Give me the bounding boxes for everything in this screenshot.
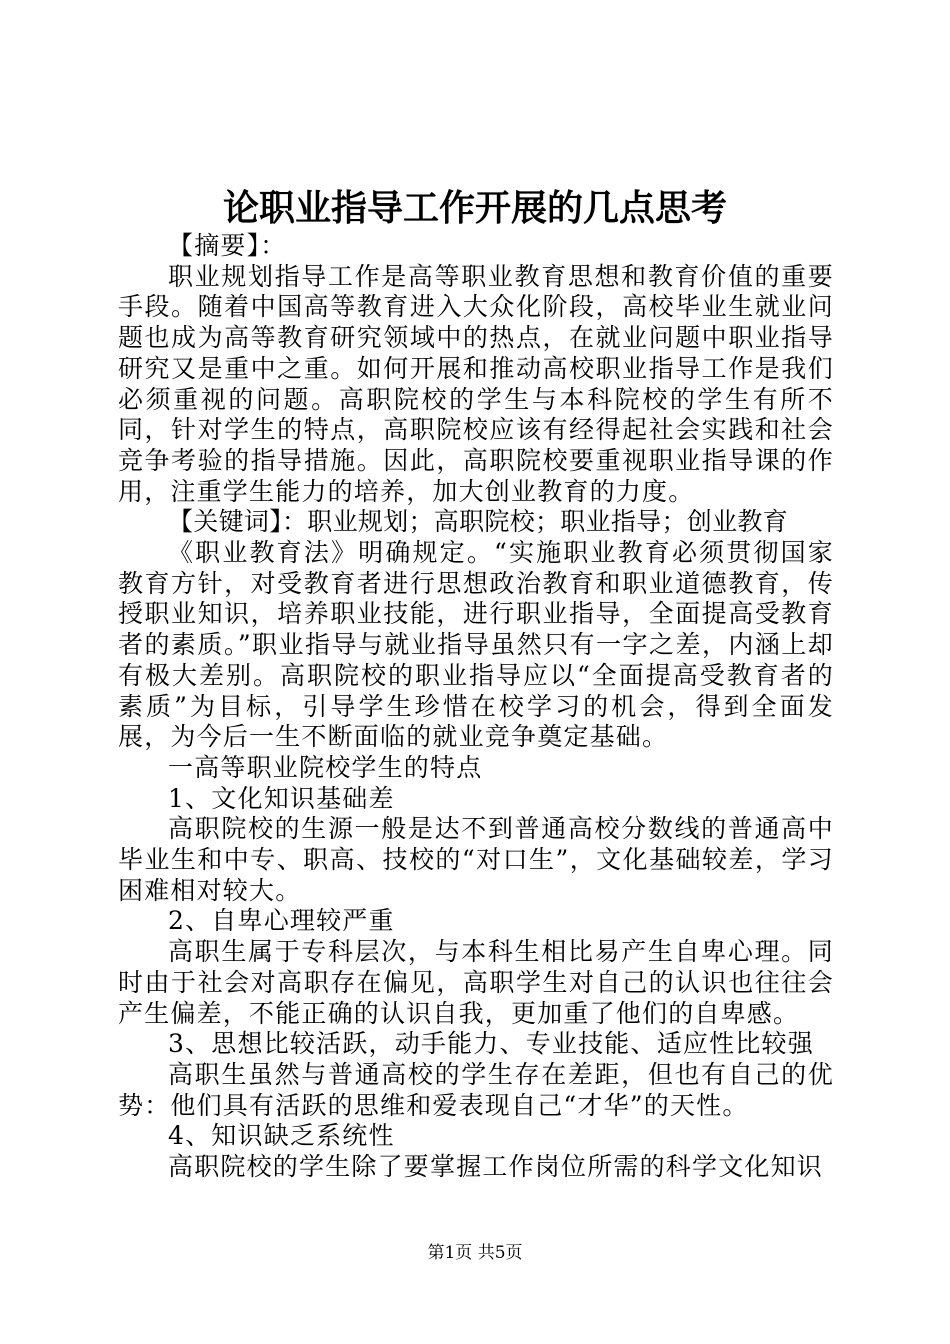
document-title: 论职业指导工作开展的几点思考 <box>222 188 727 229</box>
body-paragraph: 《职业教育法》明确规定。“实施职业教育必须贯彻国家教育方针，对受教育者进行思想政治教育和职业道德教育，传授职业知识，培养职业技能，进行职业指导，全面提高受教育者的素质。”职业指导与就业指导虽然只有一字之差，内涵上却有极大差别。高职院校的职业指导应以“全面提高受教育者的素质”为目标，引导学生珍惜在校学习的机会，得到全面发展，为今后一生不断面临的就业竞争奠定基础。 <box>118 538 834 752</box>
subsection-heading: 1、文化知识基础差 <box>168 783 395 813</box>
keywords-line: 【关键词】：职业规划；高职院校；职业指导；创业教育 <box>168 507 789 537</box>
abstract-heading: 【摘要】： <box>168 231 287 260</box>
subsection-heading: 3、思想比较活跃，动手能力、专业技能、适应性比较强 <box>168 1029 814 1059</box>
page-footer: 第1页 共5页 <box>427 1243 523 1263</box>
body-paragraph: 高职院校的学生除了要掌握工作岗位所需的科学文化知识 <box>168 1152 824 1182</box>
body-paragraph: 高职生属于专科层次，与本科生相比易产生自卑心理。同时由于社会对高职存在偏见，高职学生对自己的认识也往往会产生偏差，不能正确的认识自我，更加重了他们的自卑感。 <box>118 937 834 1028</box>
abstract-paragraph: 职业规划指导工作是高等职业教育思想和教育价值的重要手段。随着中国高等教育进入大众化阶段，高校毕业生就业问题也成为高等教育研究领域中的热点，在就业问题中职业指导研究又是重中之重。如何开展和推动高校职业指导工作是我们必须重视的问题。高职院校的学生与本科院校的学生有所不同，针对学生的特点，高职院校应该有经得起社会实践和社会竞争考验的指导措施。因此，高职院校要重视职业指导课的作用，注重学生能力的培养，加大创业教育的力度。 <box>118 261 834 506</box>
body-paragraph: 高职院校的生源一般是达不到普通高校分数线的普通高中毕业生和中专、职高、技校的“对口生”，文化基础较差，学习困难相对较大。 <box>118 814 834 905</box>
section-heading: 一高等职业院校学生的特点 <box>168 752 483 782</box>
subsection-heading: 4、知识缺乏系统性 <box>168 1121 395 1151</box>
body-paragraph: 高职生虽然与普通高校的学生存在差距，但也有自己的优势：他们具有活跃的思维和爱表现自己“才华”的天性。 <box>118 1059 834 1120</box>
document-body <box>118 231 834 1183</box>
subsection-heading: 2、自卑心理较严重 <box>168 906 395 936</box>
